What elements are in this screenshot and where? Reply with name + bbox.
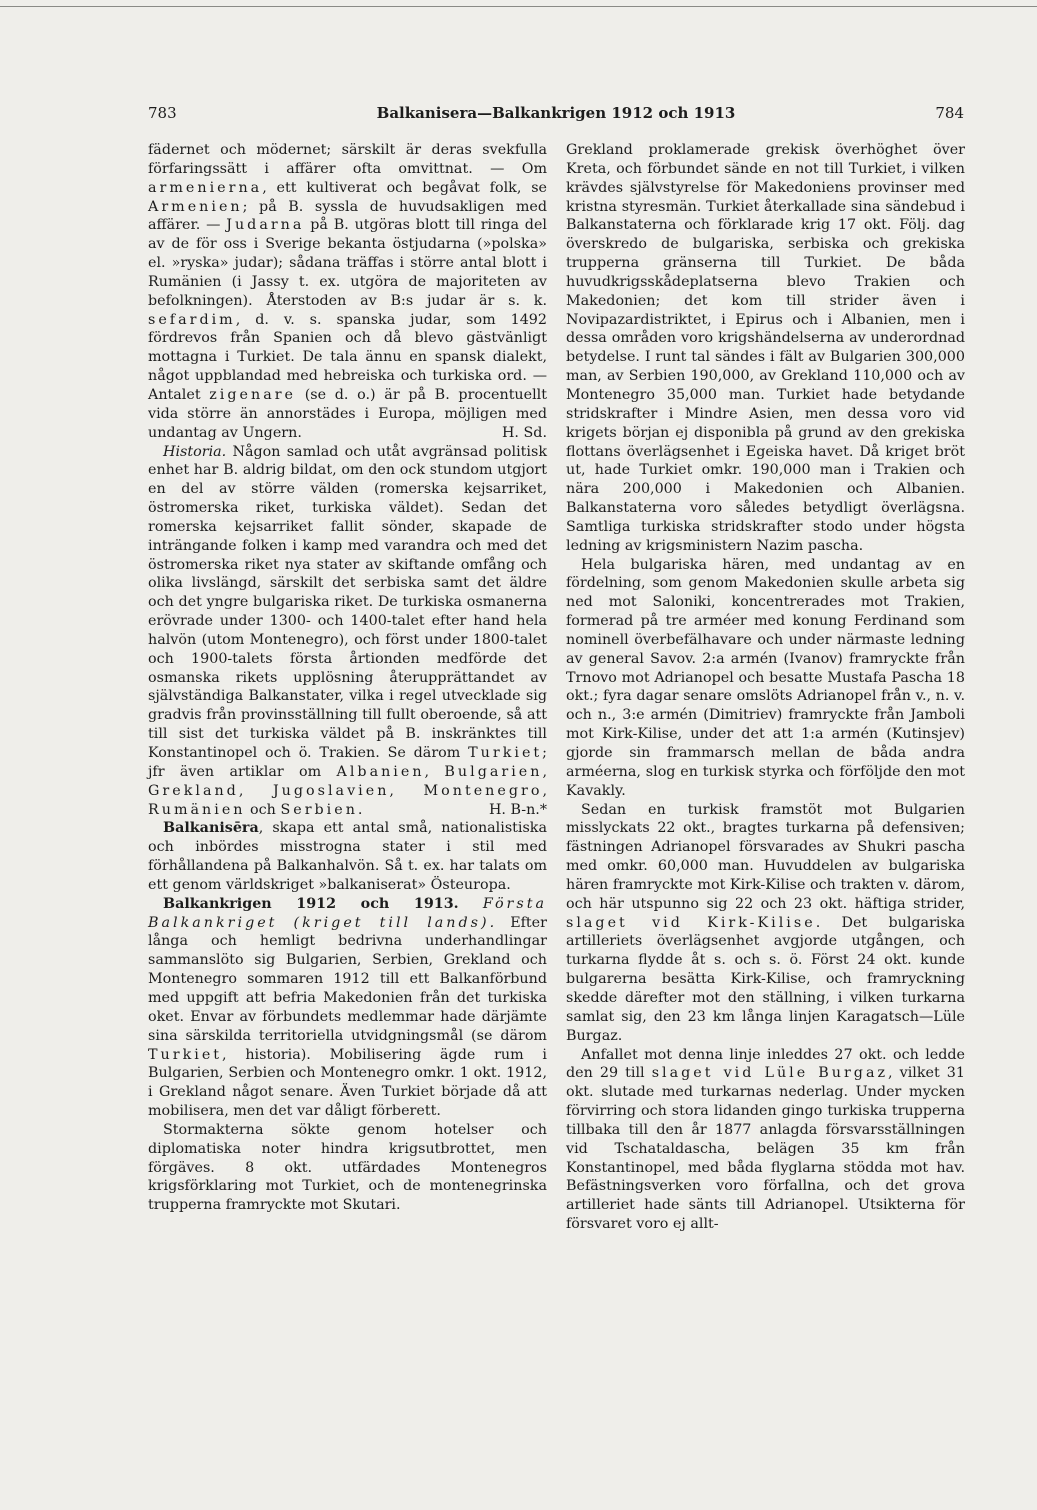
link-zigenare[interactable]: zigenare bbox=[209, 386, 297, 403]
term-slaget-vid-lule-burgaz: slaget vid Lüle Burgaz bbox=[651, 1065, 889, 1082]
headword-balkanisera: Balkanisēra bbox=[163, 820, 259, 837]
top-edge-rule bbox=[0, 6, 1037, 7]
entry-balkankrigen: Balkankrigen 1912 och 1913. Första Balkankriget (kriget till lands). Efter långa och hemligt bedrivna underhandlingar sammanslöto sig Bulgarien, Serbien, Grekland och Montenegro sommaren 1912 till ett Balkanförbund med uppgift att befria Makedonien från det turkiska oket. Envar av förbundets medlemmar hade därjämte sina särskilda territoriella utvidgningsmål (se därom Turkiet, historia). Mobilisering ägde rum i Bulgarien, Serbien och Montenegro omkr. 1 okt. 1912, i Grekland något senare. Även Turkiet började då att mobilisera, men det var dåligt förberett. bbox=[148, 895, 547, 1120]
running-title: Balkanisera—Balkankrigen 1912 och 1913 bbox=[376, 104, 736, 122]
entry-balkanisera: Balkanisēra, skapa ett antal små, nationalistiska och inbördes misstrogna stater i stil med förhållandena på Balkanhalvön. Så t. ex. har talats om ett genom världskriget »balkaniserat» Östeuropa. bbox=[148, 820, 547, 893]
term-armenierna: armenierna bbox=[148, 179, 263, 196]
page-header bbox=[148, 104, 964, 126]
author-signature: H. B-n.* bbox=[488, 801, 547, 818]
link-armenien[interactable]: Armenien bbox=[148, 198, 243, 215]
paragraph-grekland-kreta: Grekland proklamerade grekisk överhöghet över Kreta, och förbundet sände en not till Turkiet, i vilken krävdes självstyrelse för Makedoniens provinser med kristna styresmän. Turkiet återkallade sina sändebud i Balkanstaterna och förklarade krig 17 okt. Följ. dag överskredo de bulgariska, serbiska och grekiska trupperna gränserna till Turkiet. De båda huvudkrigsskådeplatserna blevo Trakien och Makedonien; det kom till strider även i Novipazardistriktet, i Epirus och i Albanien, men i dessa områden voro krigshändelserna av underordnad betydelse. I runt tal sändes i fält av Bulgarien 300,000 man, av Serbien 190,000, av Grekland 110,000 och av Montenegro 35,000 man. Turkiet hade betydande stridskrafter i Mindre Asien, men dessa voro vid krigets början ej disponibla på grund av den grekiska flottans överlägsenhet i Egeiska havet. Då kriget bröt ut, hade Turkiet omkr. 190,000 man i Trakien och nära 200,000 i Makedonien och Albanien. Balkanstaterna voro således betydligt överlägsna. Samtliga turkiska stridskrafter stodo under högsta ledning av krigsministern Nazim pascha. bbox=[566, 142, 965, 554]
paragraph-ethnography: fädernet och mödernet; särskilt är deras svekfulla förfaringssätt i affärer ofta omvittnat. — Om armenierna, ett kultiverat och begåvat folk, se Armenien; på B. syssla de huvudsakligen med affärer. — Judarna på B. utgöras blott till ringa del av de för oss i Sverige bekanta östjudarna (»polska» el. »ryska» judar); sådana träffas i större antal blott i Rumänien (i Jassy t. ex. utgöra de majoriteten av befolkningen). Återstoden av B:s judar är s. k. sefardim, d. v. s. spanska judar, som 1492 fördrevos från Spanien och då blevo gästvänligt mottagna i Turkiet. De tala ännu en spansk dialekt, något uppblandad med hebreiska och turkiska ord. — Antalet zigenare (se d. o.) är på B. procentuellt vida större än annorstädes i Europa, möjligen med undantag av Ungern. H. Sd. bbox=[148, 142, 547, 441]
left-column bbox=[148, 141, 547, 1215]
term-slaget-vid-kirk-kilise: slaget vid Kirk-Kilise bbox=[566, 914, 816, 931]
term-sefardim: sefardim bbox=[148, 311, 236, 328]
page-number-left: 783 bbox=[148, 104, 177, 122]
section-heading-historia: Historia. bbox=[163, 443, 227, 460]
paragraph-lule-burgaz: Anfallet mot denna linje inleddes 27 okt. och ledde den 29 till slaget vid Lüle Burgaz, vilket 31 okt. slutade med turkarnas nederlag. Under mycken förvirring och stora lidanden gingo turkiska trupperna tillbaka till den år 1877 anlagda försvarsställningen vid Tschataldascha, belägen 35 km från Konstantinopel, med båda flyglarna stödda mot hav. Befästningsverken voro förfallna, och det grova artilleriet hade sänts till Adrianopel. Utsikterna för försvaret voro ej allt- bbox=[566, 1046, 965, 1233]
link-grekland[interactable]: Grekland bbox=[148, 782, 239, 799]
link-jugoslavien[interactable]: Jugoslavien bbox=[272, 782, 390, 799]
link-turkiet[interactable]: Turkiet bbox=[468, 745, 543, 761]
paragraph-stormakterna: Stormakterna sökte genom hotelser och diplomatiska noter hindra krigsutbrottet, men förgäves. 8 okt. utfärdades Montenegros krigsförklaring mot Turkiet, och de montenegrinska trupperna framryckte mot Skutari. bbox=[148, 1121, 547, 1214]
page-number-right: 784 bbox=[935, 104, 964, 122]
link-bulgarien[interactable]: Bulgarien bbox=[444, 763, 543, 780]
paragraph-kirk-kilise: Sedan en turkisk framstöt mot Bulgarien misslyckats 22 okt., bragtes turkarna på defensiven; fästningen Adrianopel försvarades av Shukri pascha med omkr. 60,000 man. Huvuddelen av bulgariska hären framryckte mot Kirk-Kilise och trakten v. därom, och här utspunno sig 22 och 23 okt. häftiga strider, slaget vid Kirk-Kilise. Det bulgariska artilleriets överlägsenhet avgjorde utgången, och turkarna flydde åt s. och s. ö. Först 24 okt. kunde bulgarerna besätta Kirk-Kilise, och framryckning skedde därefter mot den ställning, i vilken turkarna samlat sig, den 23 km långa linjen Karagatsch—Lüle Burgaz. bbox=[566, 801, 965, 1044]
term-judarna: Judarna bbox=[226, 217, 305, 234]
link-rumanien[interactable]: Rumänien bbox=[148, 801, 246, 818]
link-montenegro[interactable]: Montenegro bbox=[423, 782, 543, 799]
link-turkiet-historia[interactable]: Turkiet bbox=[148, 1046, 223, 1063]
paragraph-historia: Historia. Någon samlad och utåt avgränsad politisk enhet har B. aldrig bildat, om den ock stundom utgjort en del av större välden (romerska kejsarriket, östromerska riket, turkiska väldet). Sedan det romerska kejsarriket fallit sönder, skapade de inträngande folken i kamp med varandra och med det östromerska riket nya stater av skiftande omfång och olika livslängd, särskilt det serbiska samt det äldre och det yngre bulgariska riket. De turkiska osmanerna erövrade under 1300- och 1400-talet efter hand hela halvön (utom Montenegro), och först under 1800-talet och 1900-talets första årtionden medförde det osmanska rikets upplösning återupprättandet av självständiga Balkanstater, vilka i regel utvecklade sig gradvis från provinsställning till fullt oberoende, så att till sist det turkiska väldet på B. inskränktes till Konstantinopel och ö. Trakien. Se därom Turkiet; jfr även artiklar om Albanien, Bulgarien, Grekland, Jugoslavien, Montenegro, Rumänien och Serbien. H. B-n.* bbox=[148, 443, 547, 818]
link-serbien[interactable]: Serbien bbox=[280, 801, 358, 818]
paragraph-bulgariska-haren: Hela bulgariska hären, med undantag av en fördelning, som genom Makedonien skulle arbeta sig ned mot Saloniki, koncentrerades mot Trakien, formerad på tre arméer med konung Ferdinand som nominell överbefälhavare och under närmaste ledning av general Savov. 2:a armén (Ivanov) framryckte från Trnovo mot Adrianopel och besatte Mustafa Pascha 18 okt.; fyra dagar senare omslöts Adrianopel från v., n. v. och n., 3:e armén (Dimitriev) framryckte från Jamboli mot Kirk-Kilise, under det att 1:a armén (Kutinsjev) gjorde sin frammarsch mellan de båda andra arméerna, slog en turkisk styrka och förföljde den mot Kavakly. bbox=[566, 556, 965, 799]
link-albanien[interactable]: Albanien bbox=[336, 763, 425, 780]
headword-balkankrigen: Balkankrigen 1912 och 1913. bbox=[163, 895, 459, 912]
right-column bbox=[566, 141, 965, 1234]
author-signature: H. Sd. bbox=[501, 424, 547, 441]
subheading-forsta-balkankriget: Första Balkankriget (kriget till lands). bbox=[148, 895, 547, 931]
